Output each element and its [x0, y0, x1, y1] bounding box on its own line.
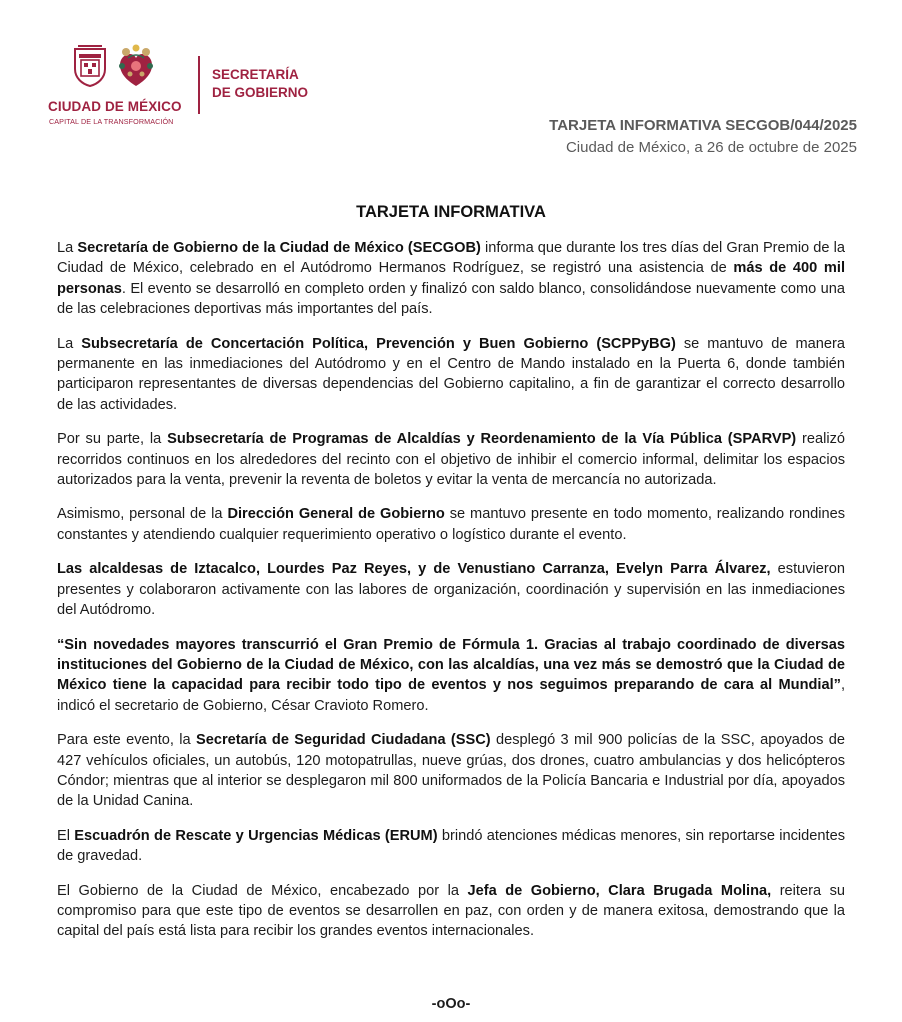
bold-text: Subsecretaría de Programas de Alcaldías y Reordenamiento de la Vía Pública (SPARVP) [167, 431, 797, 448]
text-segment: . El evento se desarrolló en completo orden y finalizó con saldo blanco, consolidándose nuevamente como una de las celebraciones deportivas más importantes del país. [57, 280, 845, 318]
body-paragraph [57, 826, 845, 867]
logo-divider [198, 56, 200, 114]
bold-text: Secretaría de Gobierno de la Ciudad de México (SECGOB) [77, 240, 481, 256]
text-segment: realizó recorridos continuos en los alrededores del recinto con el objetivo de inhibir el comercio informal, delimitar los espacios autorizados para la venta, prevenir la reventa de boletos y evitar la venta de mercancía no autorizada. [57, 431, 845, 489]
secretaria-line-1: SECRETARÍA [212, 67, 299, 82]
document-title: TARJETA INFORMATIVA [356, 203, 546, 221]
body-paragraph [57, 559, 845, 620]
text-segment: Para este evento, la [57, 732, 196, 749]
text-segment: estuvieron presentes y colaboraron activamente con las labores de organización, coordinación y supervisión en las inmediaciones del Autódromo. [57, 561, 845, 619]
body-paragraph [57, 429, 845, 490]
text-segment: Asimismo, personal de la [57, 506, 228, 523]
body-paragraph [57, 635, 845, 717]
text-segment: El [57, 827, 75, 844]
text-segment: La [57, 240, 78, 256]
document-body [57, 238, 845, 956]
closing-mark: -oOo- [431, 996, 471, 1012]
body-paragraph [57, 334, 845, 416]
text-segment: Por su parte, la [57, 431, 168, 448]
body-paragraph [57, 504, 845, 545]
text-segment: La [57, 335, 82, 352]
bold-text: Escuadrón de Rescate y Urgencias Médicas (ERUM) [74, 827, 438, 844]
document-reference: TARJETA INFORMATIVA SECGOB/044/2025 [549, 117, 857, 134]
place-and-date: Ciudad de México, a 26 de octubre de 2025 [565, 139, 857, 156]
bold-text: Jefa de Gobierno, Clara Brugada Molina, [467, 882, 772, 899]
text-segment: brindó atenciones médicas menores, sin reportarse incidentes de gravedad. [57, 827, 845, 865]
letterhead [0, 0, 902, 190]
secretaria-name [212, 66, 308, 102]
text-segment: desplegó 3 mil 900 policías de la SSC, apoyados de 427 vehículos oficiales, un autobús, 120 motopatrullas, nueve grúas, dos drones, cuatro ambulancias y dos helicópteros Cóndor; mientras que al interior se desplegaron mil 800 uniformados de la Policía Bancaria e Industrial por día, apoyados de la Unidad Canina. [57, 732, 845, 810]
secretaria-line-2: DE GOBIERNO [212, 85, 309, 100]
bold-text: Las alcaldesas de Iztacalco, Lourdes Paz Reyes, y de Venustiano Carranza, Evelyn Parra Álvarez, [57, 561, 771, 578]
bold-text: Subsecretaría de Concertación Política, Prevención y Buen Gobierno (SCPPyBG) [81, 335, 676, 352]
body-paragraph [57, 881, 845, 942]
text-segment: se mantuvo presente en todo momento, realizando rondines constantes y atendiendo cualquier requerimiento operativo o logístico durante el evento. [57, 506, 845, 543]
text-segment: El Gobierno de la Ciudad de México, encabezado por la [57, 882, 468, 899]
body-paragraph [57, 238, 845, 320]
text-segment: se mantuvo de manera permanente en las inmediaciones del Autódromo y en el Centro de Mando instalado en la Puerta 6, donde también participaron representantes de diversas dependencias del Gobierno capitalino, a fin de garantizar el correcto desarrollo de las actividades. [57, 335, 845, 413]
body-paragraph [57, 730, 845, 812]
text-segment: reitera su compromiso para que este tipo de eventos se desarrollen en paz, con orden y de manera exitosa, demostrando que la capital del país está lista para recibir los grandes eventos internacionales. [57, 882, 845, 940]
text-segment: , indicó el secretario de Gobierno, César Cravioto Romero. [57, 677, 845, 714]
bold-text: “Sin novedades mayores transcurrió el Gran Premio de Fórmula 1. Gracias al trabajo coordinado de diversas instituciones del Gobierno de la Ciudad de México, con las alcaldías, una vez más se demostró que la Ciudad de México tiene la capacidad para recibir todo tipo de eventos y nos seguimos preparando de cara al Mundial” [57, 636, 845, 694]
org-tagline: CAPITAL DE LA TRANSFORMACIÓN [49, 117, 174, 126]
org-name: CIUDAD DE MÉXICO [48, 99, 182, 114]
bold-text: Dirección General de Gobierno [227, 506, 445, 523]
bold-text: más de 400 mil personas [57, 260, 845, 297]
bold-text: Secretaría de Seguridad Ciudadana (SSC) [195, 732, 491, 749]
text-segment: informa que durante los tres días del Gran Premio de la Ciudad de México, celebrado en el Autódromo Hermanos Rodríguez, se registró una asistencia de [57, 240, 845, 277]
